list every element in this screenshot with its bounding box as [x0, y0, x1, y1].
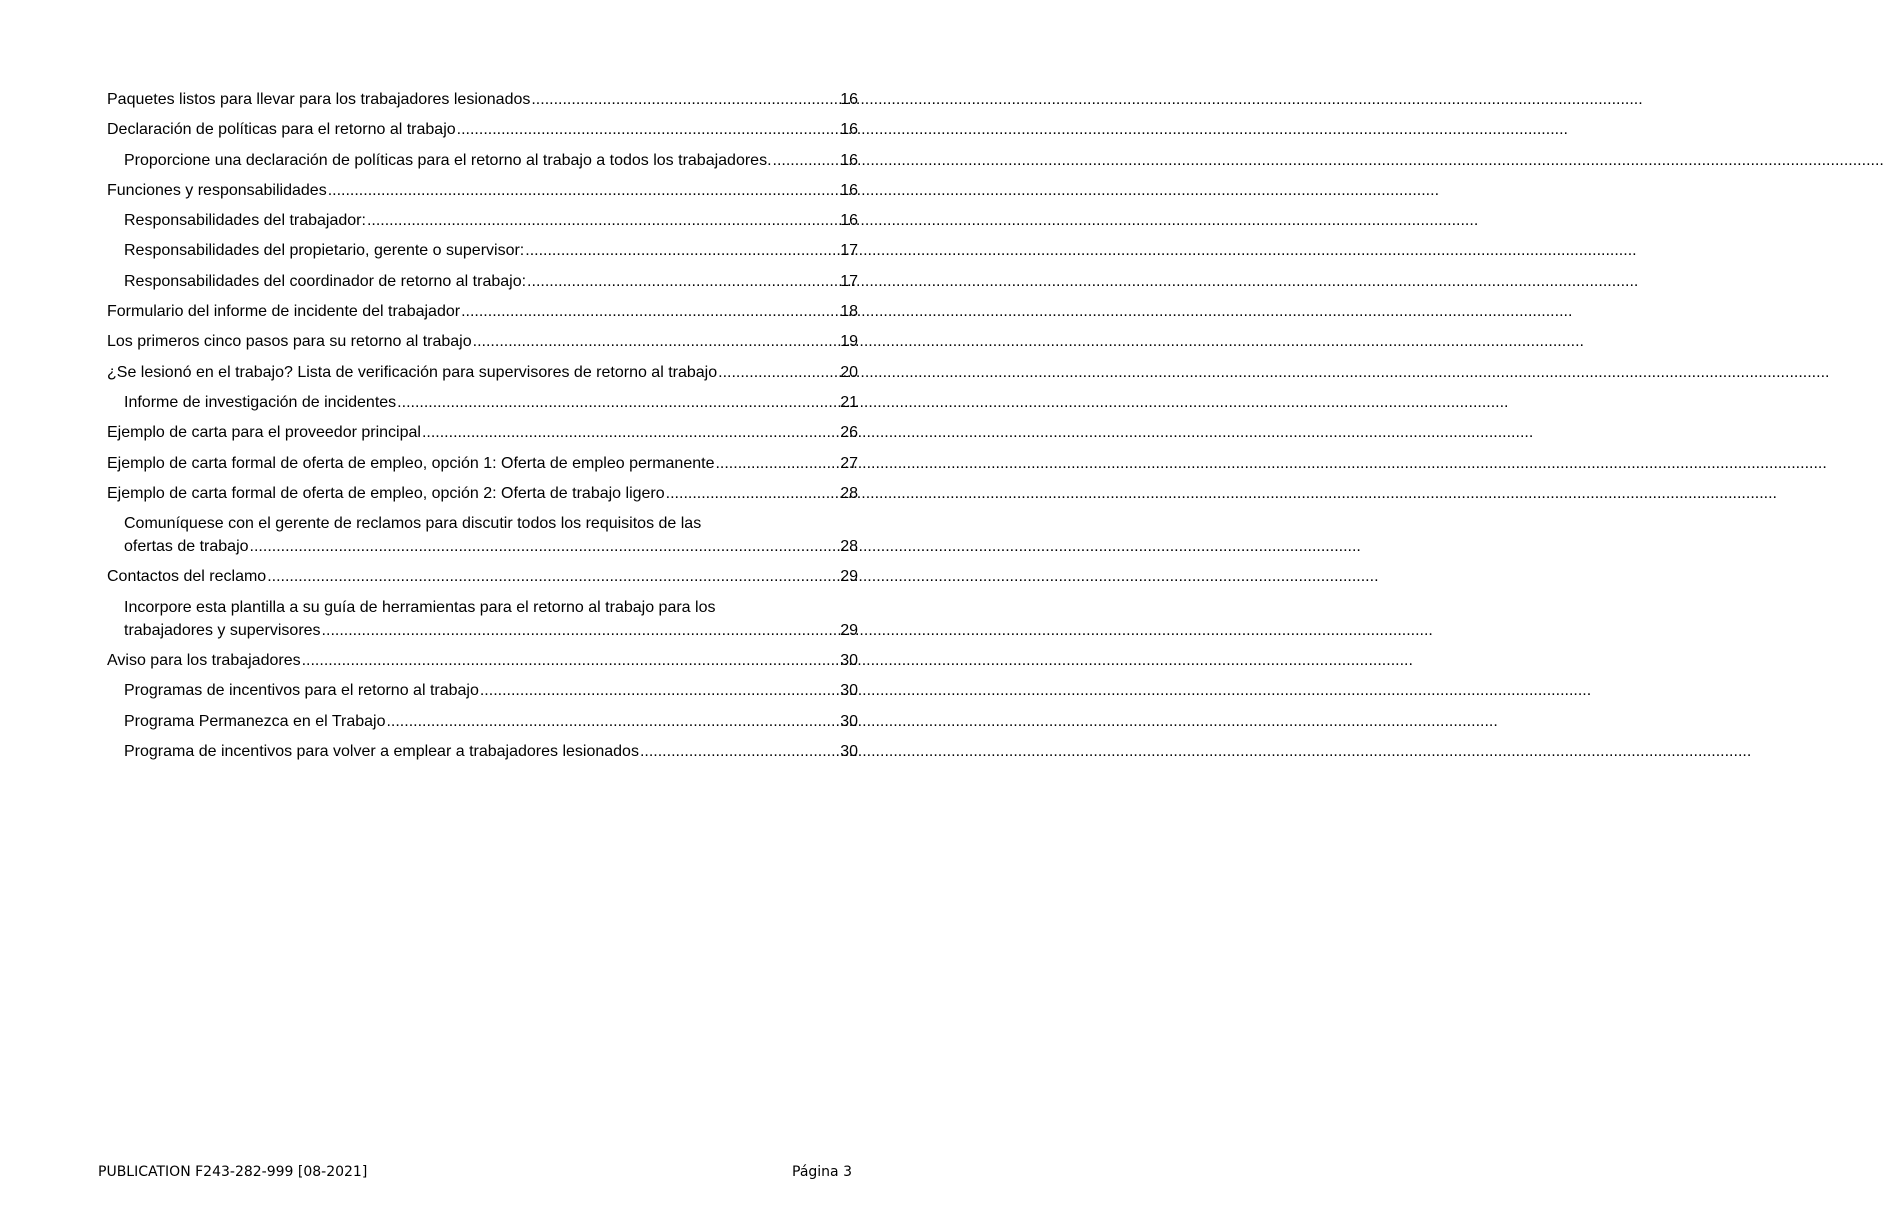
dot-leader — [422, 421, 839, 444]
toc-entry-page: 26 — [840, 424, 858, 442]
toc-entry-title: Los primeros cinco pasos para su retorno al trabajo — [107, 333, 472, 351]
toc-entry[interactable] — [107, 482, 858, 505]
toc-entry-title: Programa de incentivos para volver a emplear a trabajadores lesionados — [124, 742, 639, 760]
toc-entry-page: 17 — [840, 272, 858, 290]
dot-leader — [386, 710, 839, 733]
toc-entry-title: trabajadores y supervisores — [124, 621, 321, 639]
publication-number: PUBLICATION F243-282-999 [08-2021] — [98, 1164, 368, 1180]
toc-entry-page: 16 — [840, 91, 858, 108]
page-number: Página 3 — [792, 1164, 852, 1180]
dot-leader — [480, 679, 839, 702]
toc-entry-page: 28 — [840, 538, 858, 556]
dot-leader — [473, 330, 840, 353]
toc-entry[interactable] — [107, 512, 858, 558]
toc-entry[interactable] — [107, 361, 858, 384]
dot-leader — [328, 179, 840, 202]
toc-entry-page: 16 — [840, 181, 858, 199]
dot-leader — [322, 619, 840, 642]
dot-leader — [525, 239, 839, 262]
toc-entry-title: Programas de incentivos para el retorno al trabajo — [124, 682, 479, 700]
dot-leader — [773, 149, 840, 172]
toc-entry-title: Paquetes listos para llevar para los trabajadores lesionados — [107, 91, 531, 108]
toc-entry[interactable] — [107, 679, 858, 702]
toc-entry[interactable] — [107, 179, 858, 202]
toc-entry-title: Ejemplo de carta para el proveedor principal — [107, 424, 421, 442]
toc-entry[interactable] — [107, 710, 858, 733]
table-of-contents — [107, 88, 858, 770]
toc-entry-title: Declaración de políticas para el retorno al trabajo — [107, 121, 456, 139]
toc-entry[interactable] — [107, 452, 858, 475]
toc-entry-page: 21 — [840, 393, 858, 411]
toc-entry[interactable] — [107, 149, 858, 172]
toc-entry[interactable] — [107, 209, 858, 232]
toc-entry-title: Informe de investigación de incidentes — [124, 393, 397, 411]
toc-entry[interactable] — [107, 330, 858, 353]
dot-leader — [640, 740, 839, 763]
toc-entry[interactable] — [107, 565, 858, 588]
toc-entry-title: Funciones y responsabilidades — [107, 181, 327, 199]
toc-entry-title: Programa Permanezca en el Trabajo — [124, 712, 386, 730]
toc-entry-page: 18 — [840, 303, 858, 321]
toc-entry-title: Responsabilidades del coordinador de retorno al trabajo: — [124, 272, 527, 290]
toc-entry-title-line1: Incorpore esta plantilla a su guía de herramientas para el retorno al trabajo para los — [124, 598, 716, 616]
dot-leader — [457, 118, 840, 141]
toc-entry-page: 30 — [840, 682, 858, 700]
toc-entry-page: 20 — [840, 363, 858, 381]
toc-entry[interactable] — [107, 300, 858, 323]
toc-entry[interactable] — [107, 391, 858, 414]
toc-entry-title: Contactos del reclamo — [107, 568, 267, 586]
toc-entry-page: 19 — [840, 333, 858, 351]
page-footer — [98, 1164, 852, 1180]
toc-entry-page: 17 — [840, 242, 858, 260]
dot-leader — [367, 209, 839, 232]
dot-leader — [250, 535, 840, 558]
toc-entry-title: Ejemplo de carta formal de oferta de empleo, opción 2: Oferta de trabajo ligero — [107, 484, 665, 502]
toc-entry[interactable] — [107, 596, 858, 642]
dot-leader — [461, 300, 839, 323]
dot-leader — [267, 565, 839, 588]
toc-entry-title: Aviso para los trabajadores — [107, 652, 301, 670]
dot-leader — [666, 482, 840, 505]
toc-entry[interactable] — [107, 88, 858, 111]
dot-leader — [715, 452, 839, 475]
toc-entry[interactable] — [107, 740, 858, 763]
toc-entry[interactable] — [107, 649, 858, 672]
toc-entry-page: 27 — [840, 454, 858, 472]
toc-entry-page: 29 — [840, 568, 858, 586]
toc-entry-title: ¿Se lesionó en el trabajo? Lista de verificación para supervisores de retorno al trabajo — [107, 363, 718, 381]
toc-entry-page: 16 — [840, 121, 858, 139]
dot-leader — [527, 270, 839, 293]
toc-entry-page: 28 — [840, 484, 858, 502]
toc-entry[interactable] — [107, 421, 858, 444]
toc-entry-title: Proporcione una declaración de políticas para el retorno al trabajo a todos los trabajadores. — [124, 151, 772, 169]
toc-entry-page: 16 — [840, 212, 858, 230]
toc-entry-page: 16 — [840, 151, 858, 169]
toc-entry-title: Formulario del informe de incidente del trabajador — [107, 303, 461, 321]
toc-entry-title: ofertas de trabajo — [124, 538, 249, 556]
toc-entry-title-line1: Comuníquese con el gerente de reclamos para discutir todos los requisitos de las — [124, 515, 702, 533]
toc-entry-page: 30 — [840, 742, 858, 760]
toc-entry-page: 30 — [840, 712, 858, 730]
toc-entry-page: 30 — [840, 652, 858, 670]
dot-leader — [302, 649, 840, 672]
toc-entry-title: Ejemplo de carta formal de oferta de empleo, opción 1: Oferta de empleo permanente — [107, 454, 715, 472]
toc-entry-title: Responsabilidades del trabajador: — [124, 212, 366, 230]
toc-entry-title: Responsabilidades del propietario, gerente o supervisor: — [124, 242, 525, 260]
toc-entry-page: 29 — [840, 621, 858, 639]
toc-entry[interactable] — [107, 118, 858, 141]
dot-leader — [397, 391, 839, 414]
dot-leader — [531, 88, 839, 111]
dot-leader — [718, 361, 839, 384]
toc-entry[interactable] — [107, 239, 858, 262]
toc-entry[interactable] — [107, 270, 858, 293]
